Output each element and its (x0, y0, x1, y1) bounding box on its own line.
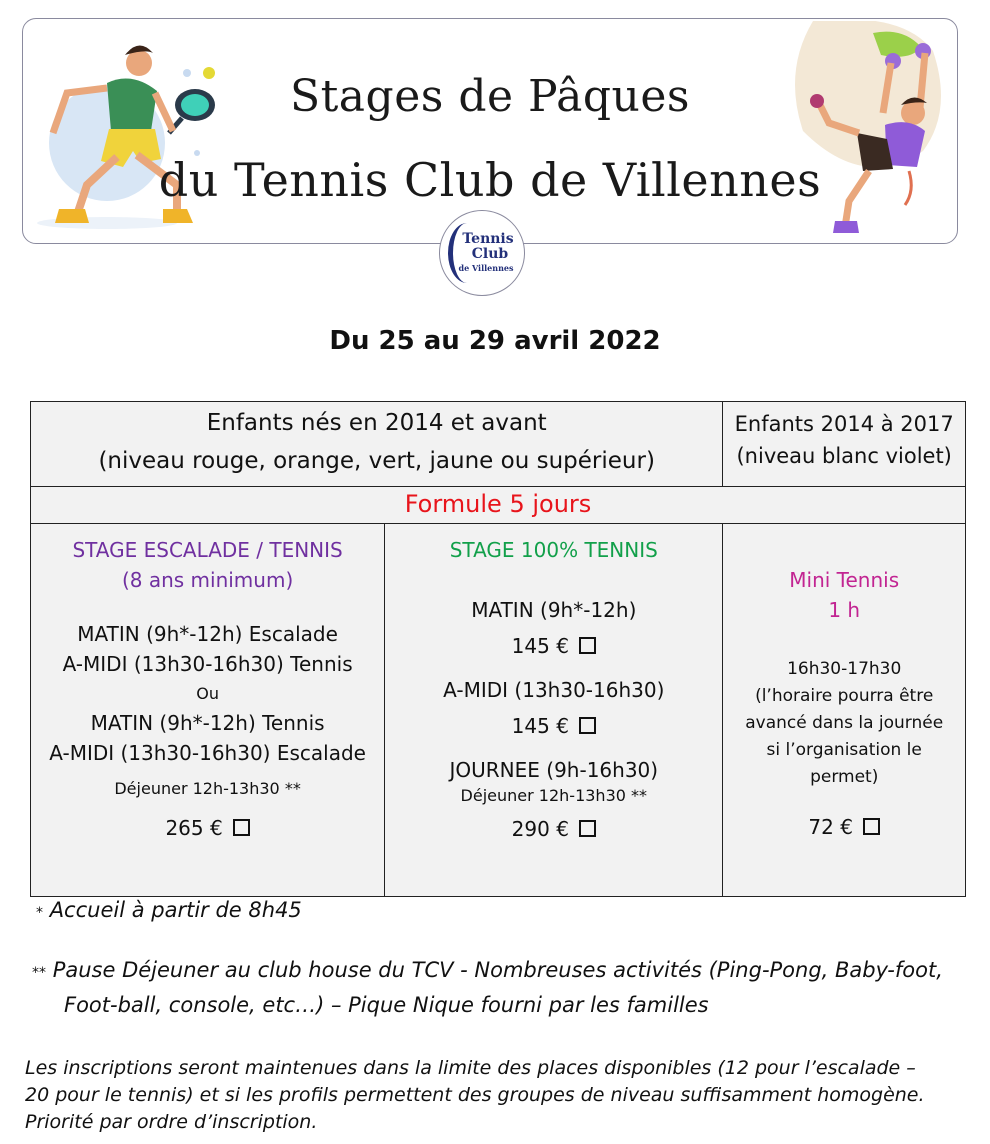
formule-row (31, 487, 966, 524)
header-left-line1: Enfants nés en 2014 et avant (206, 410, 547, 436)
mini-tennis-title: Mini Tennis (789, 568, 900, 592)
escalade-option2-line2: A-MIDI (13h30-16h30) Escalade (49, 741, 366, 765)
tennis-amidi-checkbox[interactable] (579, 717, 596, 734)
tennis-journee-label: JOURNEE (9h-16h30) (449, 758, 659, 782)
mini-tennis-checkbox[interactable] (863, 818, 880, 835)
tennis-matin-label: MATIN (9h*-12h) (471, 598, 637, 622)
escalade-option1-line1: MATIN (9h*-12h) Escalade (77, 622, 338, 646)
header-age-group-older (31, 402, 723, 487)
banner-title-line2: du Tennis Club de Villennes (158, 153, 822, 207)
escalade-option2-line1: MATIN (9h*-12h) Tennis (90, 711, 325, 735)
mini-tennis-note-line1: (l’horaire pourra être (755, 686, 934, 706)
escalade-price-row (31, 816, 384, 840)
escalade-lunch-note: Déjeuner 12h-13h30 ** (114, 779, 301, 798)
tennis-journee-price: 290 € (511, 817, 569, 841)
options-row (31, 524, 966, 897)
mini-tennis-price: 72 € (808, 815, 853, 839)
registration-line1: Les inscriptions seront maintenues dans la limite des places disponibles (12 pour l’escalade – (25, 1057, 916, 1079)
tennis-amidi-label: A-MIDI (13h30-16h30) (443, 678, 665, 702)
registration-notice (25, 1055, 970, 1136)
footnote-accueil (36, 898, 302, 922)
tennis-matin-price-row (385, 634, 722, 658)
footnote-pause (32, 954, 943, 1021)
footnote-pause-line1 (32, 954, 943, 989)
escalade-option1-line2: A-MIDI (13h30-16h30) Tennis (62, 652, 353, 676)
tennis-lunch-note: Déjeuner 12h-13h30 ** (460, 786, 648, 805)
stage-tennis-title: STAGE 100% TENNIS (449, 538, 658, 562)
stage-tennis-cell (385, 524, 723, 897)
mini-tennis-cell (723, 524, 966, 897)
tennis-matin-price: 145 € (511, 634, 569, 658)
tennis-amidi-price: 145 € (511, 714, 569, 738)
footnote-star1: * (36, 905, 43, 921)
formule-label: Formule 5 jours (31, 487, 966, 524)
header-right-line1: Enfants 2014 à 2017 (734, 412, 954, 436)
mini-tennis-schedule (723, 656, 965, 791)
mini-tennis-duration: 1 h (828, 598, 861, 622)
club-logo (439, 210, 525, 296)
footnote-pause-text1: Pause Déjeuner au club house du TCV - Nombreuses activités (Ping-Pong, Baby-foot, (52, 958, 943, 982)
climber-illustration (773, 21, 953, 241)
banner-title-line1: Stages de Pâques (289, 71, 690, 122)
stage-escalade-subtitle: (8 ans minimum) (121, 568, 294, 592)
registration-line3: Priorité par ordre d’inscription. (25, 1111, 318, 1133)
tennis-journee-checkbox[interactable] (579, 820, 596, 837)
logo-text-line3: de Villennes (458, 263, 514, 273)
header-right-line2: (niveau blanc violet) (736, 444, 952, 468)
stage-escalade-title: STAGE ESCALADE / TENNIS (72, 538, 343, 562)
escalade-checkbox[interactable] (233, 819, 250, 836)
mini-tennis-note-line2: avancé dans la journée (745, 713, 944, 733)
stage-escalade-tennis-cell (31, 524, 385, 897)
mini-tennis-price-row (723, 815, 965, 839)
mini-tennis-note-line3: si l’organisation le (766, 740, 922, 760)
footnote-star2: ** (32, 965, 46, 981)
stage-dates: Du 25 au 29 avril 2022 (329, 326, 661, 356)
tennis-journee-price-row (385, 817, 722, 841)
header-age-group-younger (723, 402, 966, 487)
footnote-accueil-text: Accueil à partir de 8h45 (49, 898, 302, 922)
mini-tennis-note-line4: permet) (810, 767, 879, 787)
escalade-or-label: Ou (196, 684, 219, 703)
pricing-table (30, 401, 966, 897)
mini-tennis-hours: 16h30-17h30 (787, 659, 902, 679)
registration-line2: 20 pour le tennis) et si les profils permettent des groupes de niveau suffisamment homogène. (25, 1084, 925, 1106)
table-header-row (31, 402, 966, 487)
footnote-pause-line2: Foot-ball, console, etc…) – Pique Nique fourni par les familles (64, 993, 709, 1017)
escalade-price: 265 € (165, 816, 223, 840)
header-left-line2: (niveau rouge, orange, vert, jaune ou supérieur) (98, 448, 655, 474)
tennis-amidi-price-row (385, 714, 722, 738)
logo-text-line1: Tennis (462, 231, 514, 247)
logo-text-line2: Club (471, 246, 509, 262)
tennis-matin-checkbox[interactable] (579, 637, 596, 654)
